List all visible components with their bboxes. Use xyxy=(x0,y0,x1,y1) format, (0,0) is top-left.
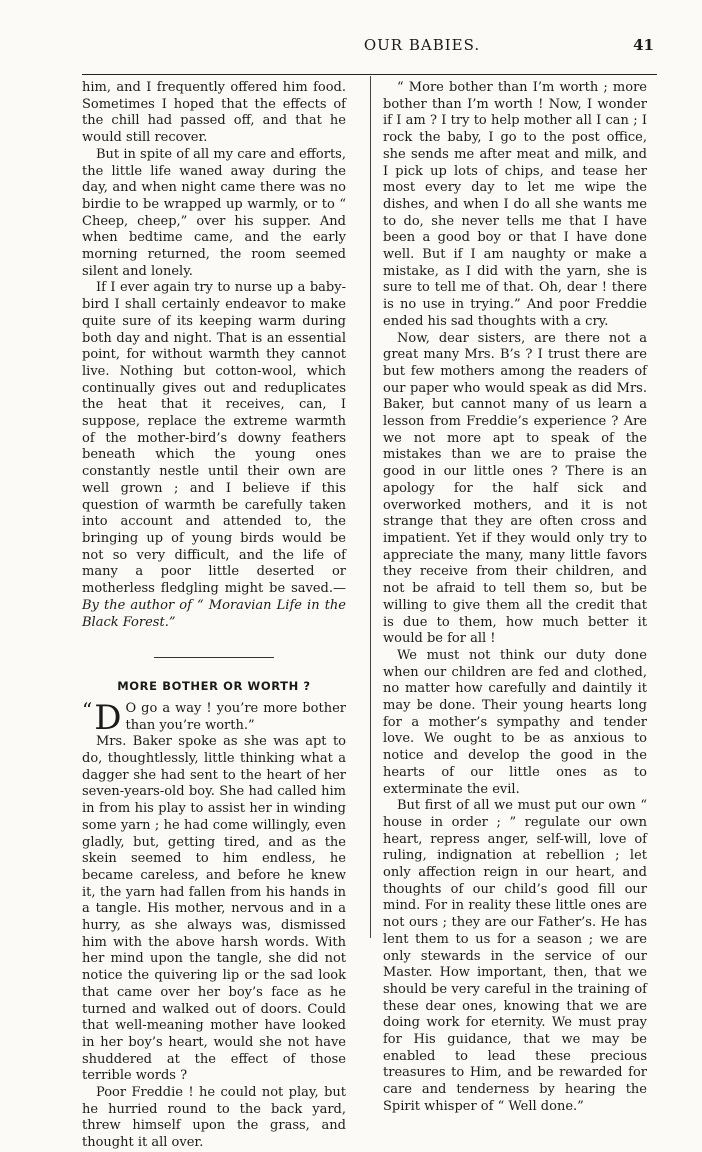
paragraph-text: O go a way ! you’re more bother than you’re worth.” xyxy=(125,700,346,733)
right-column xyxy=(383,80,647,1116)
drop-cap: D xyxy=(94,697,122,738)
open-quote: “ xyxy=(82,697,93,722)
paragraph: But in spite of all my care and efforts, the little life waned away during the day, and when night came there was no birdie to be wrapped up warmly, or to “ Cheep, cheep,” over his supper. And when bedtime came, and the early morning returned, the room seemed silent and lonely. xyxy=(82,146,346,279)
paragraph: Poor Freddie ! he could not play, but he hurried round to the back yard, threw himself upon the grass, and thought it all over. xyxy=(82,1085,346,1151)
running-title: OUR BABIES. xyxy=(363,36,481,54)
column-divider xyxy=(370,76,371,938)
section-separator xyxy=(154,657,274,658)
page-header xyxy=(82,36,662,62)
author-credit: By the author of “ Moravian Life in the Black Forest.” xyxy=(82,597,346,630)
article-heading: MORE BOTHER OR WORTH ? xyxy=(117,679,311,694)
left-column xyxy=(82,80,346,1152)
paragraph: But first of all we must put our own “ house in order ; ” regulate our own heart, repress anger, self-will, love of ruling, indignation at rebellion ; let only affection reign in our heart, and thoughts of our child’s good fill our mind. For in reality these little ones are not ours ; they are our Father’s. He has lent them to us for a season ; we are only stewards in the service of our Master. How important, then, that we should be very careful in the training of these dear ones, knowing that we are doing work for eternity. We must pray for His guidance, that we may be enabled to lead these precious treasures to Him, and be rewarded for care and tenderness by hearing the Spirit whisper of “ Well done.” xyxy=(383,798,647,1114)
paragraph: him, and I frequently offered him food. Sometimes I hoped that the effects of the chill had passed off, and that he would still recover. xyxy=(82,80,346,146)
header-rule xyxy=(82,74,657,75)
paragraph xyxy=(82,280,346,631)
paragraph: We must not think our duty done when our children are fed and clothed, no matter how carefully and daintily it may be done. Their young hearts long for a mother’s sympathy and tender love. We ought to be as anxious to notice and develop the good in the hearts of our little ones as to exterminate the evil. xyxy=(383,647,647,797)
paragraph: Mrs. Baker spoke as she was apt to do, thoughtlessly, little thinking what a dagger she had sent to the heart of her seven-years-old boy. She had called him in from his play to assist her in winding some yarn ; he had come willingly, even gladly, but, getting tired, and as the skein seemed to him endless, he became careless, and before he knew it, the yarn had fallen from his hands in a tangle. His mother, nervous and in a hurry, as she always was, dismissed him with the above harsh words. With her mind upon the tangle, she did not notice the quivering lip or the sad look that came over her boy’s face as he turned and walked out of doors. Could that well-meaning mother have looked in her boy’s heart, would she not have shuddered at the effect of those terrible words ? xyxy=(82,734,346,1084)
page-number: 41 xyxy=(633,36,654,54)
paragraph-text: If I ever again try to nurse up a baby-bird I shall certainly endeavor to make quite sure of its keeping warm during both day and night. That is an essential point, for without warmth they cannot live. Nothing but cotton-wool, which continually gives out and reduplicates the heat that it receives, can, I suppose, replace the extreme warmth of the mother-bird’s downy feathers beneath which the young ones constantly nestle until their own are well grown ; and I believe if this question of warmth be carefully taken into account and attended to, the bringing up of young birds would be not so very difficult, and the life of many a poor little deserted or motherless fledgling might be saved.— xyxy=(82,280,346,597)
lead-paragraph xyxy=(82,697,346,738)
paragraph: “ More bother than I’m worth ; more bother than I’m worth ! Now, I wonder if I am ? I try to help mother all I can ; I rock the baby, I go to the post office, she sends me after meat and milk, and I pick up lots of chips, and tease her most every day to let me wipe the dishes, and when I do all she wants me to do, she never tells me that I have been a good boy or that I have done well. But if I am naughty or make a mistake, as I did with the yarn, she is sure to tell me of that. Oh, dear ! there is no use in trying.” And poor Freddie ended his sad thoughts with a cry. xyxy=(383,80,647,329)
paragraph: Now, dear sisters, are there not a great many Mrs. B’s ? I trust there are but few mothers among the readers of our paper who would speak as did Mrs. Baker, but cannot many of us learn a lesson from Freddie’s experience ? Are we not more apt to speak of the mistakes than we are to praise the good in our little ones ? There is an apology for the half sick and overworked mothers, and it is not strange that they are often cross and impatient. Yet if they would only try to appreciate the many, many little favors they receive from their children, and not be afraid to tell them so, but be willing to give them all the credit that is due to them, how much better it would be for all ! xyxy=(383,330,647,647)
